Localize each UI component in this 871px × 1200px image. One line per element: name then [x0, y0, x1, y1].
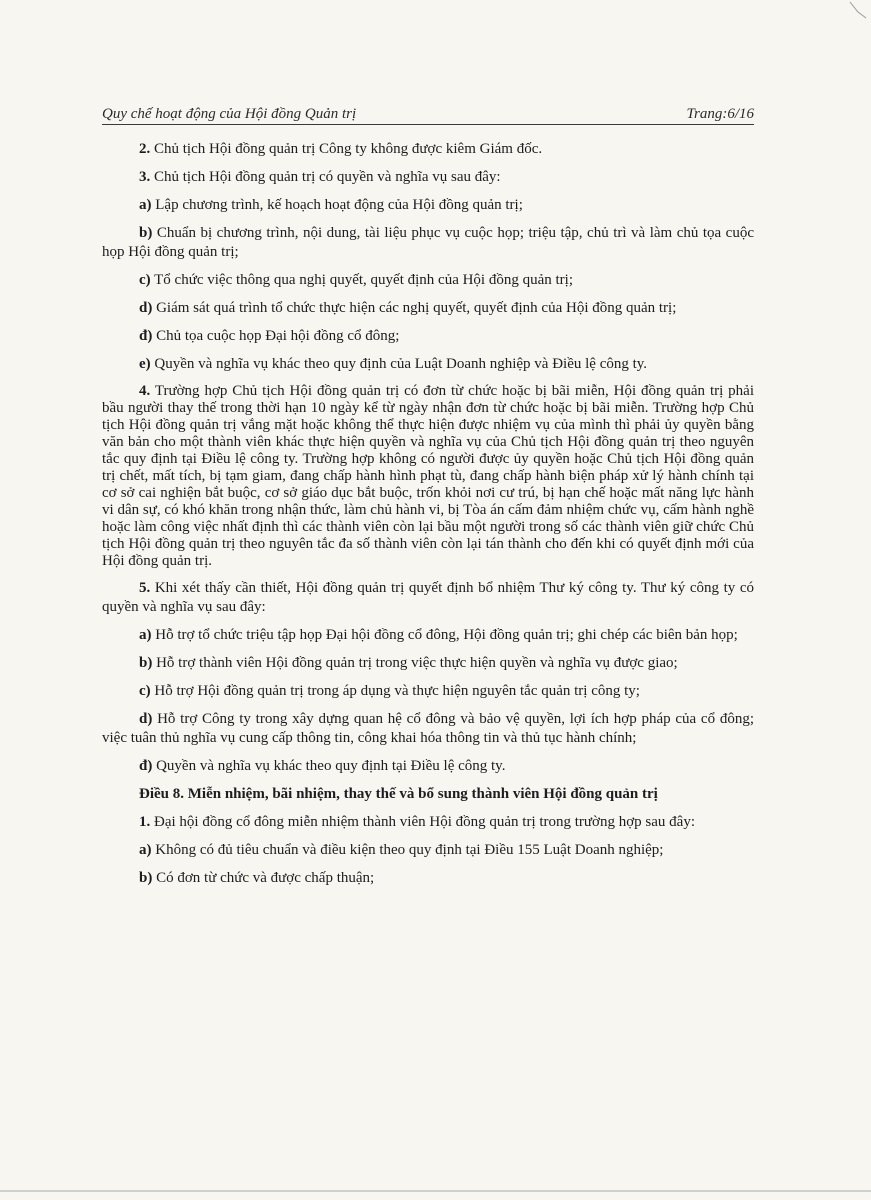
- paragraph: [102, 626, 754, 645]
- paragraph-lead: 4.: [139, 383, 151, 399]
- paragraph-text: Hỗ trợ Hội đồng quản trị trong áp dụng và thực hiện nguyên tắc quản trị công ty;: [150, 683, 640, 699]
- article-heading: Điều 8. Miễn nhiệm, bãi nhiệm, thay thế và bổ sung thành viên Hội đồng quản trị: [139, 786, 658, 802]
- page-number: Trang:6/16: [686, 106, 754, 122]
- paragraph-lead: a): [139, 197, 152, 213]
- paragraph: [102, 327, 754, 346]
- paragraph: [102, 813, 754, 832]
- paragraph-lead: đ): [139, 758, 153, 774]
- paragraph-text: Quyền và nghĩa vụ khác theo quy định của Luật Doanh nghiệp và Điều lệ công ty.: [150, 356, 648, 372]
- paragraph: [102, 299, 754, 318]
- paragraph-text: Giám sát quá trình tổ chức thực hiện các nghị quyết, quyết định của Hội đồng quản trị;: [152, 300, 677, 316]
- paragraph: [102, 579, 754, 617]
- paragraph: [102, 757, 754, 776]
- paragraph: [102, 869, 754, 888]
- paragraph-lead: c): [139, 272, 151, 288]
- paragraph: [102, 654, 754, 673]
- paragraph: [102, 271, 754, 290]
- paragraph-lead: b): [139, 870, 153, 886]
- paragraph: [102, 196, 754, 215]
- paragraph: [102, 383, 754, 570]
- paragraph-lead: a): [139, 627, 152, 643]
- document-title: Quy chế hoạt động của Hội đồng Quản trị: [102, 106, 357, 122]
- section-article-8: [102, 813, 754, 888]
- paragraph-lead: e): [139, 356, 151, 372]
- paragraph: [102, 224, 754, 262]
- scan-mark: [848, 0, 868, 20]
- paragraph-text: Chủ tịch Hội đồng quản trị có quyền và nghĩa vụ sau đây:: [150, 169, 501, 185]
- paragraph: [102, 682, 754, 701]
- paragraph-text: Có đơn từ chức và được chấp thuận;: [152, 870, 375, 886]
- paragraph-lead: 5.: [139, 580, 151, 596]
- paragraph: [102, 710, 754, 748]
- paragraph-lead: c): [139, 683, 151, 699]
- paragraph-text: Khi xét thấy cần thiết, Hội đồng quản trị quyết định bổ nhiệm Thư ký công ty. Thư ký công ty có quyền và nghĩa vụ sau đây:: [102, 580, 754, 615]
- paragraph-text: Hỗ trợ tổ chức triệu tập họp Đại hội đồng cổ đông, Hội đồng quản trị; ghi chép các biên bản họp;: [151, 627, 738, 643]
- paragraph-text: Hỗ trợ Công ty trong xây dựng quan hệ cổ đông và bảo vệ quyền, lợi ích hợp pháp của cổ đông; việc tuân thủ nghĩa vụ cung cấp thông tin, công khai hóa thông tin và thủ tục hành chính;: [102, 711, 754, 746]
- paragraph-lead: 1.: [139, 814, 151, 830]
- paragraph: [102, 140, 754, 159]
- paragraph: [102, 841, 754, 860]
- paragraph-text: Hỗ trợ thành viên Hội đồng quản trị trong việc thực hiện quyền và nghĩa vụ được giao;: [152, 655, 678, 671]
- paragraph: [102, 355, 754, 374]
- paragraph: [102, 168, 754, 187]
- paragraph-text: Chủ tọa cuộc họp Đại hội đồng cổ đông;: [152, 328, 400, 344]
- paragraph-lead: b): [139, 225, 153, 241]
- paragraph-text: Trường hợp Chủ tịch Hội đồng quản trị có đơn từ chức hoặc bị bãi miễn, Hội đồng quản trị phải bầu người thay thế trong thời hạn 10 ngày kể từ ngày nhận đơn từ chức hoặc bị bãi miễn. Trường hợp Chủ tịch Hội đồng quản trị vắng mặt hoặc không thể thực hiện được nhiệm vụ của mình thì phải ủy quyền bằng văn bản cho một thành viên khác thực hiện quyền và nghĩa vụ của Chủ tịch Hội đồng quản trị theo nguyên tắc quy định tại Điều lệ công ty. Trường hợp không có người được ủy quyền hoặc Chủ tịch Hội đồng quản trị chết, mất tích, bị tạm giam, đang chấp hành hình phạt tù, đang chấp hành biện pháp xử lý hành chính tại cơ sở cai nghiện bắt buộc, cơ sở giáo dục bắt buộc, trốn khỏi nơi cư trú, bị hạn chế hoặc mất năng lực hành vi dân sự, có khó khăn trong nhận thức, làm chủ hành vi, bị Tòa án cấm đảm nhiệm chức vụ, cấm hành nghề hoặc làm công việc nhất định thì các thành viên còn lại bầu một người trong số các thành viên giữ chức Chủ tịch Hội đồng quản trị theo nguyên tắc đa số thành viên còn lại tán thành cho đến khi có quyết định mới của Hội đồng quản trị.: [102, 383, 754, 569]
- paragraph-text: Đại hội đồng cổ đông miễn nhiệm thành viên Hội đồng quản trị trong trường hợp sau đây:: [150, 814, 695, 830]
- paragraph-lead: d): [139, 300, 153, 316]
- paragraph-lead: đ): [139, 328, 153, 344]
- document-body: [102, 140, 754, 897]
- paragraph-lead: 3.: [139, 169, 151, 185]
- paragraph-lead: 2.: [139, 141, 151, 157]
- section-chairman-duties: [102, 140, 754, 776]
- paragraph-text: Lập chương trình, kế hoạch hoạt động của Hội đồng quản trị;: [151, 197, 523, 213]
- paragraph-text: Chủ tịch Hội đồng quản trị Công ty không được kiêm Giám đốc.: [150, 141, 543, 157]
- paragraph-lead: a): [139, 842, 152, 858]
- paragraph-text: Tổ chức việc thông qua nghị quyết, quyết định của Hội đồng quản trị;: [150, 272, 574, 288]
- page-header: [102, 106, 754, 125]
- paragraph-text: Không có đủ tiêu chuẩn và điều kiện theo quy định tại Điều 155 Luật Doanh nghiệp;: [151, 842, 664, 858]
- paragraph-text: Quyền và nghĩa vụ khác theo quy định tại Điều lệ công ty.: [152, 758, 506, 774]
- paragraph-text: Chuẩn bị chương trình, nội dung, tài liệu phục vụ cuộc họp; triệu tập, chủ trì và làm chủ tọa cuộc họp Hội đồng quản trị;: [102, 225, 754, 260]
- paragraph-lead: d): [139, 711, 153, 727]
- paragraph-lead: b): [139, 655, 153, 671]
- scan-edge: [0, 1190, 871, 1192]
